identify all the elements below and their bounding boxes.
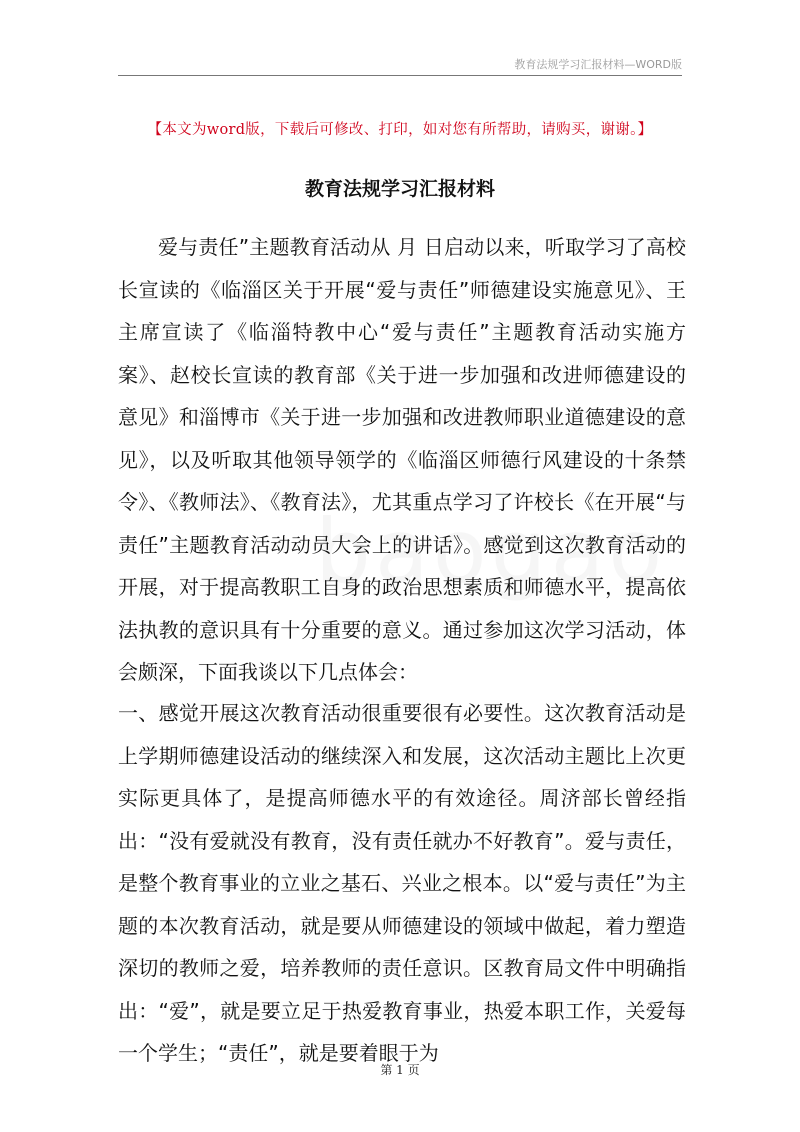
page-number: 第 1 页 [380,1063,420,1077]
paragraph-intro: 爱与责任”主题教育活动从 月 日启动以来，听取学习了高校长宣读的《临淄区关于开展“爱与责任”师德建设实施意见》、王主席宣读了《临淄特教中心“爱与责任”主题教育活动实施方案》、赵校长宣读的教育部《关于进一步加强和改进师德建设的意见》和淄博市《关于进一步加强和改进教师职业道德建设的意见》，以及听取其他领导领学的《临淄区师德行风建设的十条禁令》、《教师法》、《教育法》，尤其重点学习了许校长《在开展“与责任”主题教育活动动员大会上的讲话》。感觉到这次教育活动的开展，对于提高教职工自身的政治思想素质和师德水平，提高依法执教的意识具有十分重要的意义。通过参加这次学习活动，体会颇深，下面我谈以下几点体会： [118,235,686,684]
paragraph-section-one: 一、感觉开展这次教育活动很重要很有必要性。这次教育活动是上学期师德建设活动的继续深入和发展，这次活动主题比上次更实际更具体了，是提高师德水平的有效途径。周济部长曾经指出：“没有爱就没有教育，没有责任就办不好教育”。爱与责任，是整个教育事业的立业之基石、兴业之根本。以“爱与责任”为主题的本次教育活动，就是要从师德建设的领域中做起，着力塑造深切的教师之爱，培养教师的责任意识。区教育局文件中明确指出：“爱”，就是要立足于热爱教育事业，热爱本职工作，关爱每一个学生；“责任”，就是要着眼于为 [118,701,686,1065]
document-title: 教育法规学习汇报材料 [304,178,495,200]
download-notice: 【本文为word版，下载后可修改、打印，如对您有所帮助，请购买，谢谢。】 [147,122,653,138]
page-header [0,0,800,77]
header-title: 教育法规学习汇报材料—WORD版 [514,58,682,71]
header-divider [118,75,682,76]
